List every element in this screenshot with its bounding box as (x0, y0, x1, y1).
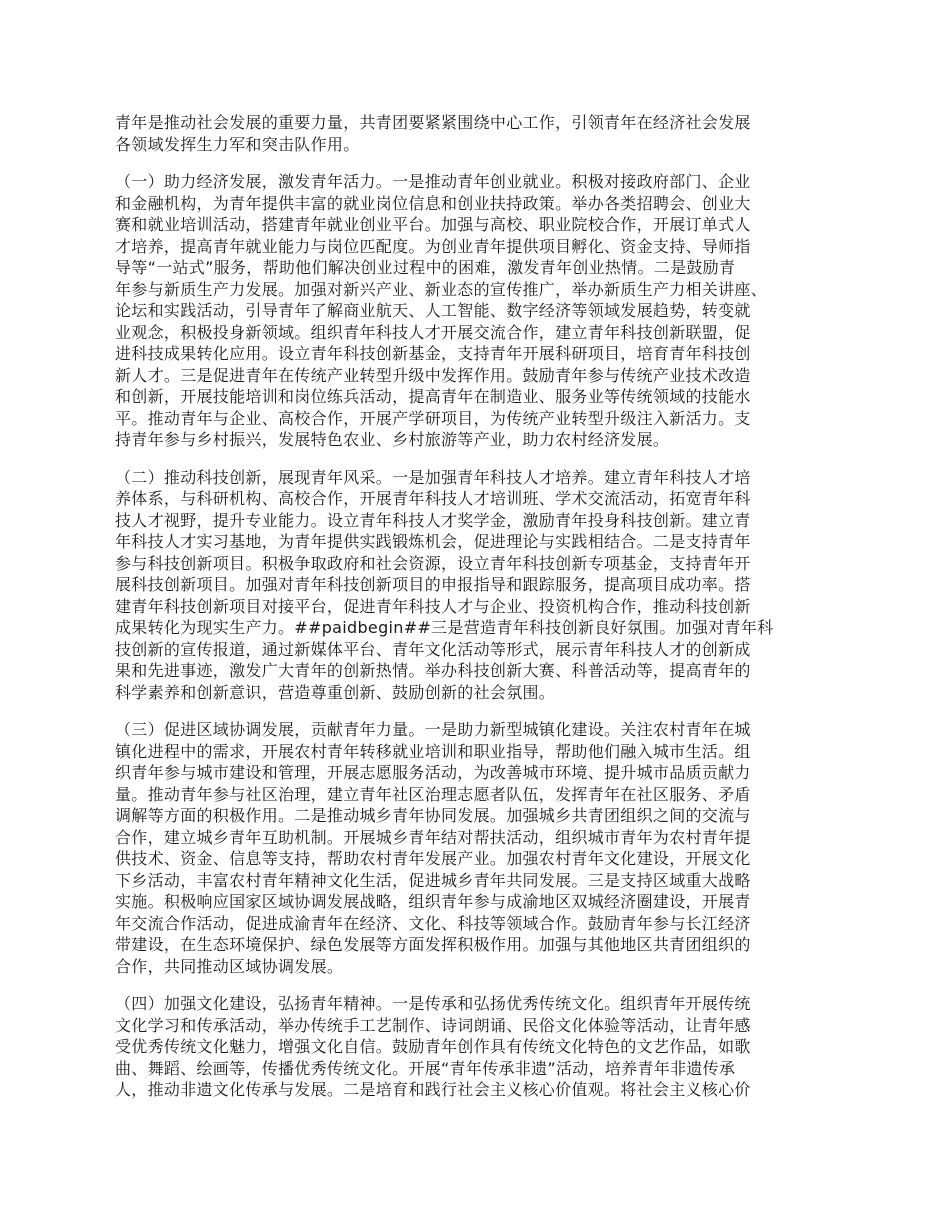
paragraph-section-3: （三）促进区域协调发展，贡献青年力量。一是助力新型城镇化建设。关注农村青年在城 镇化进程中的需求，开展农村青年转移就业培训和职业指导，帮助他们融入城市生活。组 织青年参与城市建设和管理，开展志愿服务活动，为改善城市环境、提升城市品质贡献力 量。推动青年参与社区治理，建立青年社区治理志愿者队伍，发挥青年在社区服务、矛盾 调解等方面的积极作用。二是推动城乡青年协同发展。加强城乡共青团组织之间的交流与 合作，建立城乡青年互助机制。开展城乡青年结对帮扶活动，组织城市青年为农村青年提 供技术、资金、信息等支持，帮助农村青年发展产业。加强农村青年文化建设，开展文化 下乡活动，丰富农村青年精神文化生活，促进城乡青年共同发展。三是支持区域重大战略 实施。积极响应国家区域协调发展战略，组织青年参与成渝地区双城经济圈建设，开展青 年交流合作活动，促进成渝青年在经济、文化、科技等领域合作。鼓励青年参与长江经济 带建设，在生态环境保护、绿色发展等方面发挥积极作用。加强与其他地区共青团组织的 合作，共同推动区域协调发展。 (115, 720, 751, 976)
paragraph-section-4: （四）加强文化建设，弘扬青年精神。一是传承和弘扬优秀传统文化。组织青年开展传统 文化学习和传承活动，举办传统手工艺制作、诗词朗诵、民俗文化体验等活动，让青年感 受优秀传统文化魅力，增强文化自信。鼓励青年创作具有传统文化特色的文艺作品，如歌 曲、舞蹈、绘画等，传播优秀传统文化。开展“青年传承非遗”活动，培养青年非遗传承 人，推动非遗文化传承与发展。二是培育和践行社会主义核心价值观。将社会主义核心价 (115, 994, 751, 1099)
paragraph-intro: 青年是推动社会发展的重要力量，共青团要紧紧围绕中心工作，引领青年在经济社会发展 各领域发挥生力军和突击队作用。 (115, 113, 751, 154)
paragraph-section-1: （一）助力经济发展，激发青年活力。一是推动青年创业就业。积极对接政府部门、企业 和金融机构，为青年提供丰富的就业岗位信息和创业扶持政策。举办各类招聘会、创业大 赛和就业培训活动，搭建青年就业创业平台。加强与高校、职业院校合作，开展订单式人 才培养，提高青年就业能力与岗位匹配度。为创业青年提供项目孵化、资金支持、导师指 导等“一站式”服务，帮助他们解决创业过程中的困难，激发青年创业热情。二是鼓励青 年参与新质生产力发展。加强对新兴产业、新业态的宣传推广，举办新质生产力相关讲座、 论坛和实践活动，引导青年了解商业航天、人工智能、数字经济等领域发展趋势，转变就 业观念，积极投身新领域。组织青年科技人才开展交流合作，建立青年科技创新联盟，促 进科技成果转化应用。设立青年科技创新基金，支持青年开展科研项目，培育青年科技创 新人才。三是促进青年在传统产业转型升级中发挥作用。鼓励青年参与传统产业技术改造 和创新，开展技能培训和岗位练兵活动，提高青年在制造业、服务业等传统领域的技能水 平。推动青年与企业、高校合作，开展产学研项目，为传统产业转型升级注入新活力。支 持青年参与乡村振兴，发展特色农业、乡村旅游等产业，助力农村经济发展。 (115, 172, 768, 449)
paragraph-section-2: （二）推动科技创新，展现青年风采。一是加强青年科技人才培养。建立青年科技人才培 养体系，与科研机构、高校合作，开展青年科技人才培训班、学术交流活动，拓宽青年科 技人才视野，提升专业能力。设立青年科技人才奖学金，激励青年投身科技创新。建立青 年科技人才实习基地，为青年提供实践锻炼机会，促进理论与实践相结合。二是支持青年 参与科技创新项目。积极争取政府和社会资源，设立青年科技创新专项基金，支持青年开 展科技创新项目。加强对青年科技创新项目的申报指导和跟踪服务，提高项目成功率。搭 建青年科技创新项目对接平台，促进青年科技人才与企业、投资机构合作，推动科技创新 成果转化为现实生产力。##paidbegin##三是营造青年科技创新良好氛围。加强对青年科 技创新的宣传报道，通过新媒体平台、青年文化活动等形式，展示青年科技人才的创新成 果和先进事迹，激发广大青年的创新热情。举办科技创新大赛、科普活动等，提高青年的 科学素养和创新意识，营造尊重创新、鼓励创新的社会氛围。 (115, 467, 774, 702)
document-body (115, 112, 845, 1117)
